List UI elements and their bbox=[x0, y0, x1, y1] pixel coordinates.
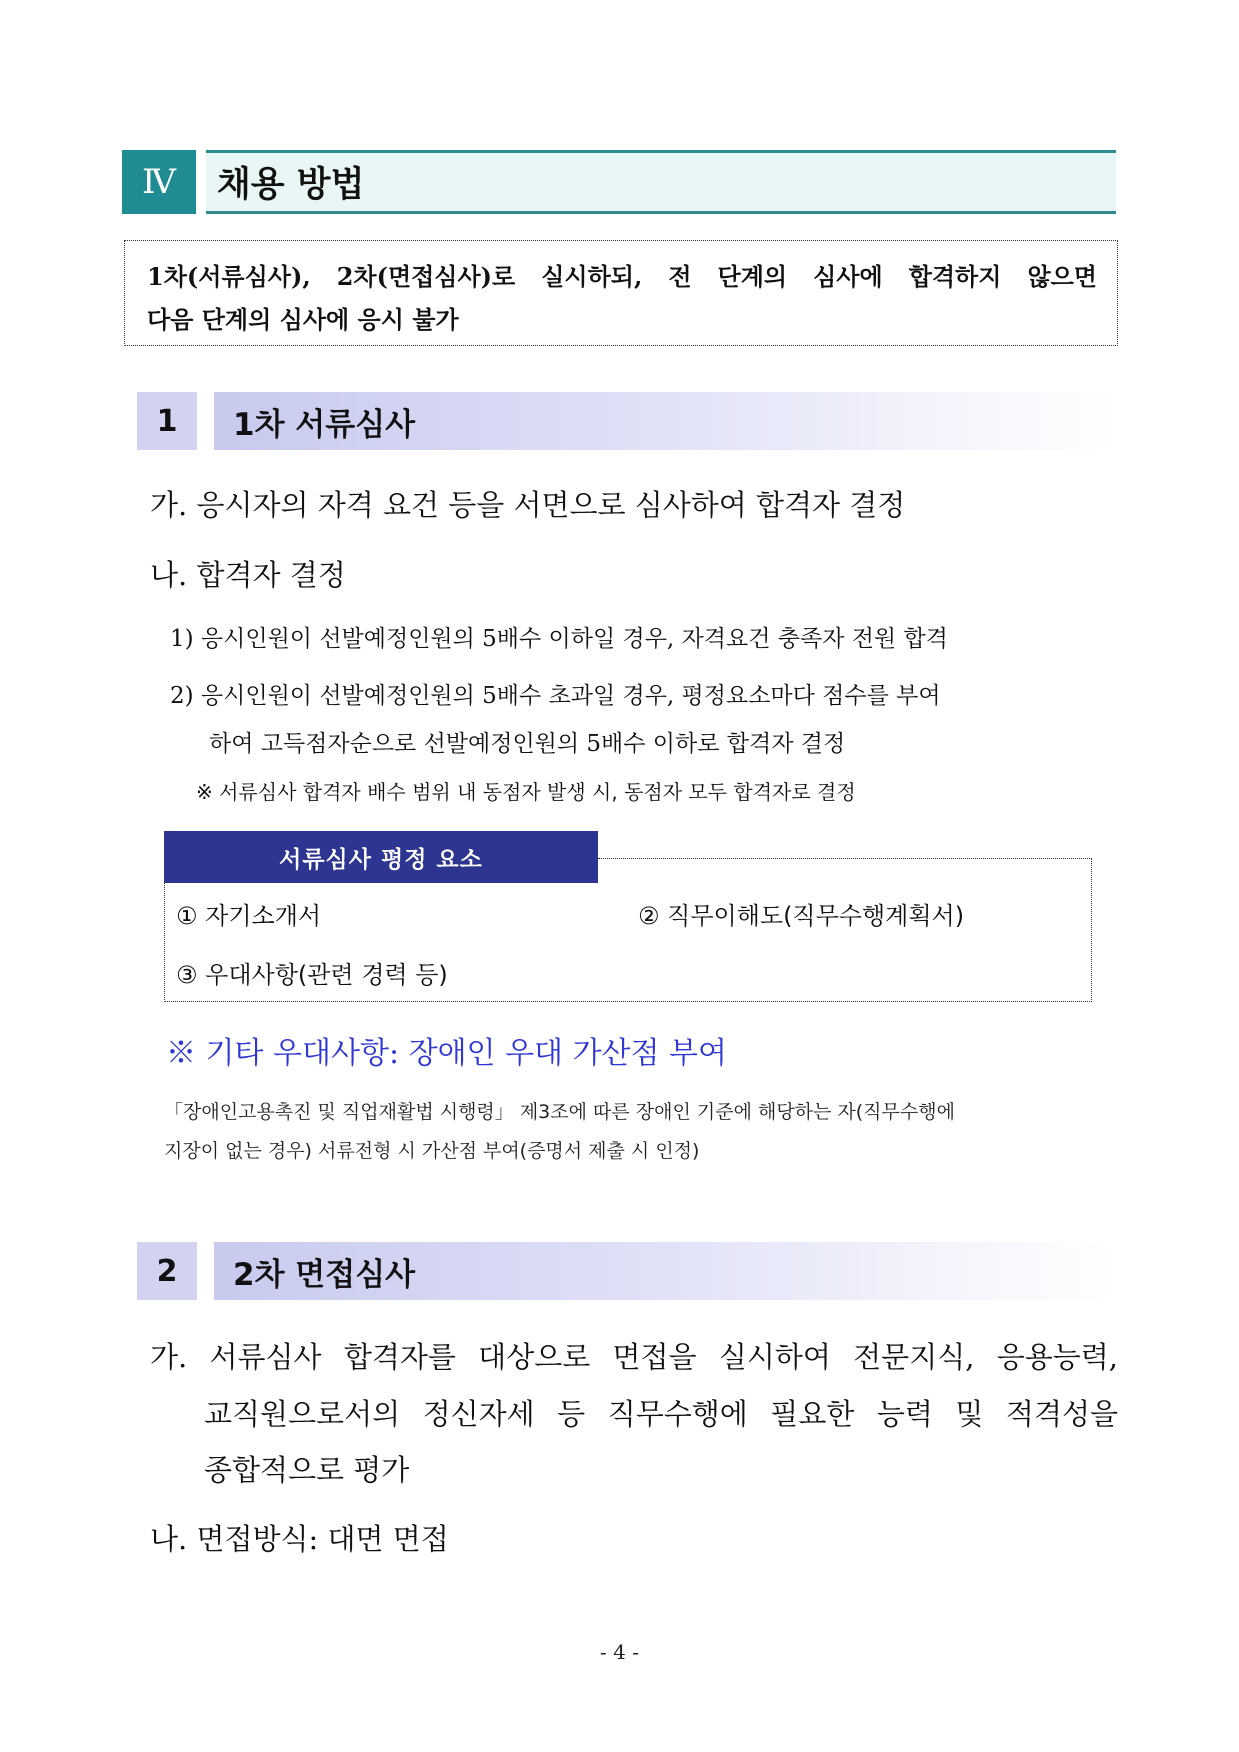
section1-sub-2-line-1: 2) 응시인원이 선발예정인원의 5배수 초과일 경우, 평정요소마다 점수를 부여 bbox=[170, 683, 941, 709]
section2-title: 2차 면접심사 bbox=[233, 1256, 416, 1293]
summary-line-2: 다음 단계의 심사에 응시 불가 bbox=[147, 305, 459, 334]
chapter-title: 채용 방법 bbox=[217, 165, 365, 205]
law-text-line-1: 「장애인고용촉진 및 직업재활법 시행령」 제3조에 따른 장애인 기준에 해당하는 자(직무수행에 bbox=[164, 1101, 955, 1123]
section2-number: 2 bbox=[137, 1242, 197, 1300]
section2-item-b: 나. 면접방식: 대면 면접 bbox=[150, 1522, 449, 1556]
section1-number: 1 bbox=[137, 392, 197, 450]
eval-box-top-border bbox=[598, 858, 1092, 859]
section1-sub-2-line-2: 하여 고득점자순으로 선발예정인원의 5배수 이하로 합격자 결정 bbox=[209, 731, 846, 757]
eval-factors-header: 서류심사 평정 요소 bbox=[164, 831, 598, 883]
summary-box bbox=[124, 240, 1118, 346]
section2-item-a-line-3: 종합적으로 평가 bbox=[204, 1453, 410, 1487]
section1-title: 1차 서류심사 bbox=[233, 406, 416, 443]
section1-item-b: 나. 합격자 결정 bbox=[150, 558, 346, 592]
section2-item-a-line-1: 가. 서류심사 합격자를 대상으로 면접을 실시하여 전문지식, 응용능력, bbox=[150, 1340, 1118, 1374]
eval-item-preferences: ③ 우대사항(관련 경력 등) bbox=[176, 961, 448, 989]
eval-item-cover-letter: ① 자기소개서 bbox=[176, 902, 322, 930]
section2-item-a-line-2: 교직원으로서의 정신자세 등 직무수행에 필요한 능력 및 적격성을 bbox=[204, 1397, 1118, 1431]
page-number: - 4 - bbox=[600, 1640, 639, 1664]
section1-note: ※ 서류심사 합격자 배수 범위 내 동점자 발생 시, 동점자 모두 합격자로 결정 bbox=[196, 780, 856, 804]
chapter-divider bbox=[196, 150, 206, 214]
law-text-line-2: 지장이 없는 경우) 서류전형 시 가산점 부여(증명서 제출 시 인정) bbox=[164, 1140, 700, 1162]
chapter-number: Ⅳ bbox=[122, 150, 196, 214]
section1-item-a: 가. 응시자의 자격 요건 등을 서면으로 심사하여 합격자 결정 bbox=[150, 488, 906, 522]
section1-sub-1: 1) 응시인원이 선발예정인원의 5배수 이하일 경우, 자격요건 충족자 전원 합격 bbox=[170, 626, 948, 652]
eval-item-job-understanding: ② 직무이해도(직무수행계획서) bbox=[638, 902, 965, 930]
summary-line-1: 1차(서류심사), 2차(면접심사)로 실시하되, 전 단계의 심사에 합격하지 않으면 bbox=[147, 262, 1097, 291]
extra-preference-note: ※ 기타 우대사항: 장애인 우대 가산점 부여 bbox=[166, 1036, 728, 1071]
